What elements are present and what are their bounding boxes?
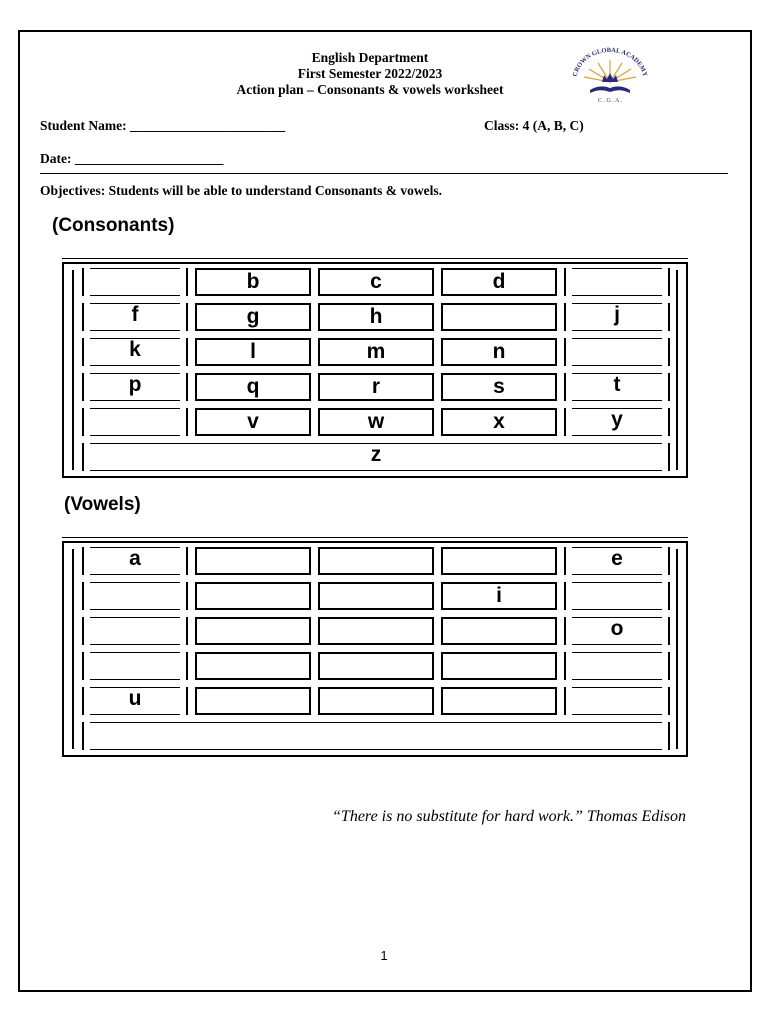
consonant-cell: x <box>441 408 557 436</box>
consonant-cell <box>441 303 557 331</box>
vowel-cell <box>318 617 434 645</box>
consonant-cell: m <box>318 338 434 366</box>
vowel-cell <box>195 582 311 610</box>
consonants-top-line <box>62 258 688 259</box>
consonant-cell: b <box>195 268 311 296</box>
consonant-cell: p <box>82 373 188 401</box>
consonant-cell: v <box>195 408 311 436</box>
consonant-cell: y <box>564 408 670 436</box>
logo-text: CROWN GLOBAL ACADEMY <box>571 46 649 78</box>
consonant-cell: c <box>318 268 434 296</box>
document-header <box>160 50 580 98</box>
vowel-cell <box>564 687 670 715</box>
consonant-cell: f <box>82 303 188 331</box>
vowel-cell: u <box>82 687 188 715</box>
vowels-top-line <box>62 537 688 538</box>
book-icon <box>590 86 630 93</box>
vowel-cell: e <box>564 547 670 575</box>
vowel-cell <box>441 652 557 680</box>
vowels-title: (Vowels) <box>64 494 141 515</box>
consonants-table <box>62 262 688 478</box>
consonant-cell: q <box>195 373 311 401</box>
vowel-cell <box>564 582 670 610</box>
academy-logo <box>564 46 656 104</box>
objectives-text: Objectives: Students will be able to understand Consonants & vowels. <box>40 183 443 198</box>
vowel-cell <box>441 687 557 715</box>
vowel-cell <box>318 652 434 680</box>
vowel-cell <box>318 687 434 715</box>
date-field: Date: ______________________ <box>40 151 224 166</box>
vowel-cell <box>441 547 557 575</box>
vowel-last-cell <box>82 722 670 750</box>
consonants-title: (Consonants) <box>52 215 175 236</box>
consonant-cell: g <box>195 303 311 331</box>
vowels-table <box>62 541 688 757</box>
consonant-last-cell: z <box>82 443 670 471</box>
vowel-cell: a <box>82 547 188 575</box>
page-number: 1 <box>380 948 388 963</box>
consonant-cell <box>564 338 670 366</box>
vowel-cell <box>195 617 311 645</box>
quote: “There is no substitute for hard work.” Thomas Edison <box>332 808 686 825</box>
consonant-cell: s <box>441 373 557 401</box>
consonant-cell: h <box>318 303 434 331</box>
semester-title: First Semester 2022/2023 <box>297 66 443 81</box>
vowel-cell <box>195 547 311 575</box>
consonant-cell: n <box>441 338 557 366</box>
consonant-cell: l <box>195 338 311 366</box>
divider-line <box>40 173 728 174</box>
vowel-cell <box>318 582 434 610</box>
crown-icon <box>602 73 618 82</box>
vowel-cell: o <box>564 617 670 645</box>
vowel-cell: i <box>441 582 557 610</box>
vowel-cell <box>195 652 311 680</box>
vowel-cell <box>441 617 557 645</box>
consonant-cell <box>564 268 670 296</box>
vowel-cell <box>195 687 311 715</box>
vowel-cell <box>82 652 188 680</box>
worksheet-title: Action plan – Consonants & vowels worksheet <box>236 82 504 97</box>
student-name-field: Student Name: _______________________ <box>40 118 286 133</box>
consonant-cell: j <box>564 303 670 331</box>
consonant-cell: r <box>318 373 434 401</box>
consonant-cell: d <box>441 268 557 296</box>
consonant-cell <box>82 408 188 436</box>
consonant-cell: t <box>564 373 670 401</box>
consonant-cell: k <box>82 338 188 366</box>
logo-abbr: C . G . A . <box>597 98 623 104</box>
vowel-cell <box>82 582 188 610</box>
consonant-cell <box>82 268 188 296</box>
consonant-cell: w <box>318 408 434 436</box>
vowel-cell <box>564 652 670 680</box>
class-info: Class: 4 (A, B, C) <box>484 118 584 133</box>
vowel-cell <box>318 547 434 575</box>
vowel-cell <box>82 617 188 645</box>
department-title: English Department <box>311 50 429 65</box>
